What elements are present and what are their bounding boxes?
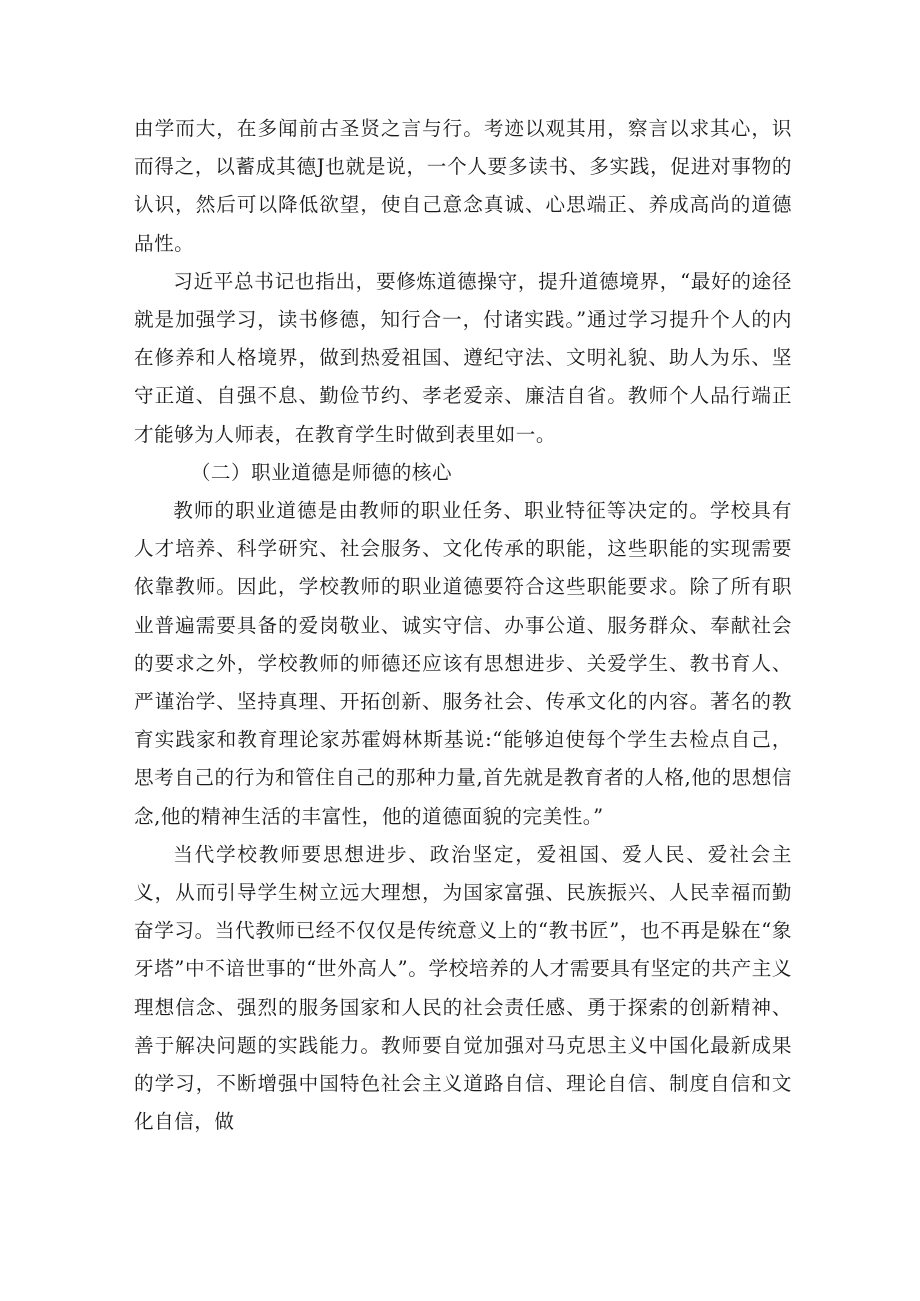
paragraph-contemporary-teachers: 当代学校教师要思想进步、政治坚定，爱祖国、爱人民、爱社会主义，从而引导学生树立远大理想，为国家富强、民族振兴、人民幸福而勤奋学习。当代教师已经不仅仅是传统意义上的“教书匠”，也不再是躲在“象牙塔”中不谙世事的“世外高人”。学校培养的人才需要具有坚定的共产主义理想信念、强烈的服务国家和人民的社会责任感、勇于探索的创新精神、善于解决问题的实践能力。教师要自觉加强对马克思主义中国化最新成果的学习，不断增强中国特色社会主义道路自信、理论自信、制度自信和文化自信，做 [134, 842, 792, 1134]
paragraph-continuation: 由学而大，在多闻前古圣贤之言与行。考迹以观其用，察言以求其心，识而得之，以蓄成其德J也就是说，一个人要多读书、多实践，促进对事物的认识，然后可以降低欲望，使自己意念真诚、心思端正、养成高尚的道德品性。 [134, 117, 792, 255]
document-page [134, 110, 792, 1141]
section-heading-professional-ethics: （二）职业道德是师德的核心 [190, 460, 453, 484]
paragraph-professional-ethics: 教师的职业道德是由教师的职业任务、职业特征等决定的。学校具有人才培养、科学研究、社会服务、文化传承的职能，这些职能的实现需要依靠教师。因此，学校教师的职业道德要符合这些职能要求。除了所有职业普遍需要具备的爱岗敬业、诚实守信、办事公道、服务群众、奉献社会的要求之外，学校教师的师德还应该有思想进步、关爱学生、教书育人、严谨治学、坚持真理、开拓创新、服务社会、传承文化的内容。著名的教育实践家和教育理论家苏霍姆林斯基说:“能够迫使每个学生去检点自己，思考自己的行为和管住自己的那种力量,首先就是教育者的人格,他的思想信念,他的精神生活的丰富性，他的道德面貌的完美性。” [134, 499, 792, 828]
paragraph-xi-quote: 习近平总书记也指出，要修炼道德操守，提升道德境界，“最好的途径就是加强学习，读书修德，知行合一，付诸实践。”通过学习提升个人的内在修养和人格境界，做到热爱祖国、遵纪守法、文明礼貌、助人为乐、坚守正道、自强不息、勤俭节约、孝老爱亲、廉洁自省。教师个人品行端正才能够为人师表，在教育学生时做到表里如一。 [134, 269, 792, 446]
